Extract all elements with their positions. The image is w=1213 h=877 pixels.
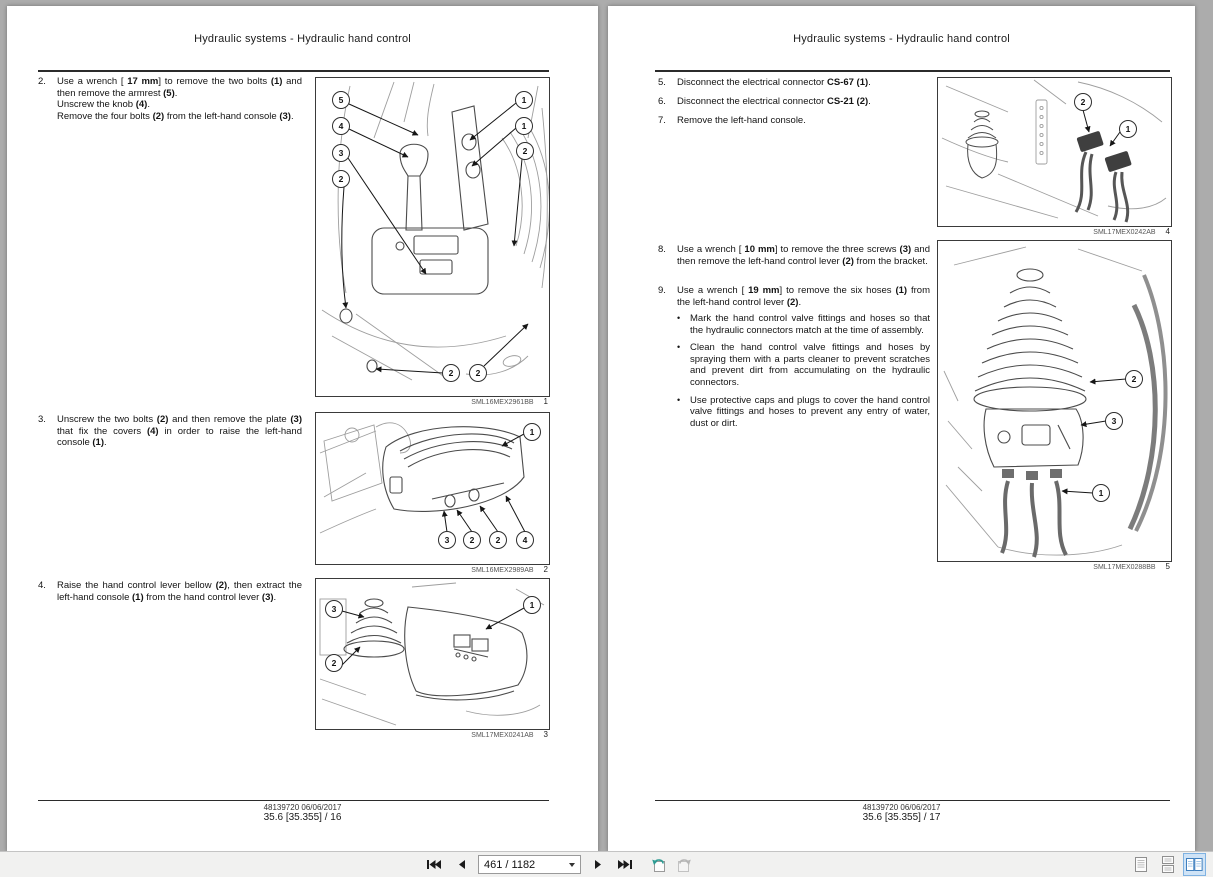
figure-number: 5 [1165,562,1170,571]
step-text: Disconnect the electrical connector CS-67 (1). [677,77,871,88]
figure-3 [315,578,550,730]
bullet-item [677,313,930,336]
bullet-text: Clean the hand control valve fittings and hoses by spraying them with a parts cleaner to prevent scratches and prevent dirt from accumulating on the hydraulic connectors. [690,342,930,388]
facing-view-icon [1186,857,1203,872]
figure-2-caption [315,565,550,574]
figure-code: SML17MEX0242AB [1093,229,1156,236]
continuous-view-icon [1161,856,1175,873]
next-view-button[interactable] [675,855,695,875]
step-4 [38,580,302,603]
step-number: 9. [658,285,666,296]
bullet-item [677,395,930,430]
figure-number: 1 [543,397,548,406]
figure-callout: 1 [523,596,541,614]
figure-callout: 3 [438,531,456,549]
figure-5-drawing [938,241,1171,561]
footer-rule [655,800,1170,801]
figure-1 [315,77,550,397]
page-dropdown-button[interactable] [564,856,579,873]
bullet-text: Use protective caps and plugs to cover the hand control valve fittings and hoses to prevent any entry of water, dust or dirt. [690,394,930,429]
step-number: 4. [38,580,46,591]
previous-view-button[interactable] [648,855,668,875]
figure-callout: 2 [489,531,507,549]
figure-4 [937,77,1172,227]
footer-doc-number: 48139720 06/06/2017 [263,803,342,812]
step-3 [38,414,302,449]
step-number: 6. [658,96,666,107]
first-page-button[interactable] [424,855,444,875]
step-9-bullets [677,313,930,435]
figure-callout: 1 [1119,120,1137,138]
figure-callout: 2 [1125,370,1143,388]
step-number: 7. [658,115,666,126]
figure-callout: 1 [515,117,533,135]
figure-callout: 1 [1092,484,1110,502]
figure-callout: 2 [332,170,350,188]
step-text: Unscrew the two bolts (2) and then remove the plate (3) that fix the covers (4) in order to raise the left-hand console (1). [57,414,302,449]
footer-section-page: 35.6 [35.355] / 16 [263,812,342,823]
figure-callout: 4 [516,531,534,549]
step-text: Disconnect the electrical connector CS-21 (2). [677,96,871,107]
next-page-button[interactable] [588,855,608,875]
figure-callout: 2 [469,364,487,382]
step-7 [658,115,930,127]
document-page-right [608,6,1195,852]
step-6 [658,96,930,108]
pdf-viewer-bottom-toolbar [0,851,1213,877]
step-number: 2. [38,76,46,87]
step-8 [658,244,930,267]
next-view-icon [676,857,694,873]
step-2 [38,76,302,122]
figure-2 [315,412,550,565]
step-5 [658,77,930,89]
single-page-view-icon [1134,856,1148,873]
bullet-dot: • [677,313,681,323]
figure-callout: 3 [332,144,350,162]
step-9 [658,285,930,308]
page-number-combo [478,855,581,874]
figure-5-caption [937,562,1172,571]
single-page-view-button[interactable] [1129,853,1152,876]
figure-number: 2 [543,565,548,574]
document-page-left [7,6,598,852]
footer-section-page: 35.6 [35.355] / 17 [862,812,941,823]
figure-callout: 1 [523,423,541,441]
figure-number: 3 [543,730,548,739]
figure-code: SML17MEX0288BB [1093,564,1156,571]
figure-callout: 2 [325,654,343,672]
header-rule [655,70,1170,72]
continuous-view-button[interactable] [1156,853,1179,876]
figure-callout: 3 [1105,412,1123,430]
figure-3-drawing [316,579,549,729]
step-text: Raise the hand control lever bellow (2), then extract the left-hand console (1) from the hand control lever (3). [57,580,302,603]
figure-number: 4 [1165,227,1170,236]
figure-5 [937,240,1172,562]
first-page-icon [426,859,442,870]
figure-callout: 3 [325,600,343,618]
figure-code: SML16MEX2961BB [471,399,534,406]
figure-callout: 1 [515,91,533,109]
figure-4-caption [937,227,1172,236]
previous-page-icon [457,859,466,870]
previous-page-button[interactable] [451,855,471,875]
previous-view-icon [649,857,667,873]
last-page-button[interactable] [615,855,635,875]
header-rule [38,70,549,72]
step-text: Remove the left-hand console. [677,115,806,126]
step-number: 3. [38,414,46,425]
bullet-item [677,342,930,388]
figure-callout: 2 [442,364,460,382]
next-page-icon [594,859,603,870]
step-number: 8. [658,244,666,255]
figure-callout: 4 [332,117,350,135]
bullet-dot: • [677,342,681,353]
figure-callout: 2 [463,531,481,549]
step-text: Use a wrench [ 17 mm] to remove the two bolts (1) and then remove the armrest (5). Unscrew the knob (4). Remove the four bolts (2) from the left-hand console (3). [57,76,302,122]
figure-code: SML16MEX2989AB [471,567,534,574]
figure-2-drawing [316,413,549,564]
bullet-dot: • [677,394,681,405]
bullet-text: Mark the hand control valve fittings and hoses so that the hydraulic connectors match at the time of assembly. [690,313,930,336]
last-page-icon [617,859,633,870]
figure-callout: 2 [516,142,534,160]
figure-callout: 2 [1074,93,1092,111]
figure-code: SML17MEX0241AB [471,732,534,739]
figure-4-drawing [938,78,1171,226]
figure-3-caption [315,730,550,739]
figure-1-caption [315,397,550,406]
page-number-input[interactable] [479,859,564,871]
facing-view-button[interactable] [1183,853,1206,876]
figure-callout: 5 [332,91,350,109]
step-number: 5. [658,77,666,88]
page-header-title: Hydraulic systems - Hydraulic hand control [194,33,411,45]
page-dropdown-caret-icon [569,863,575,867]
step-text: Use a wrench [ 19 mm] to remove the six hoses (1) from the left-hand control lever (2). [677,285,930,308]
footer-doc-number: 48139720 06/06/2017 [862,803,941,812]
page-header-title: Hydraulic systems - Hydraulic hand control [793,33,1010,45]
footer-rule [38,800,549,801]
step-text: Use a wrench [ 10 mm] to remove the three screws (3) and then remove the left-hand control lever (2) from the bracket. [677,244,931,267]
